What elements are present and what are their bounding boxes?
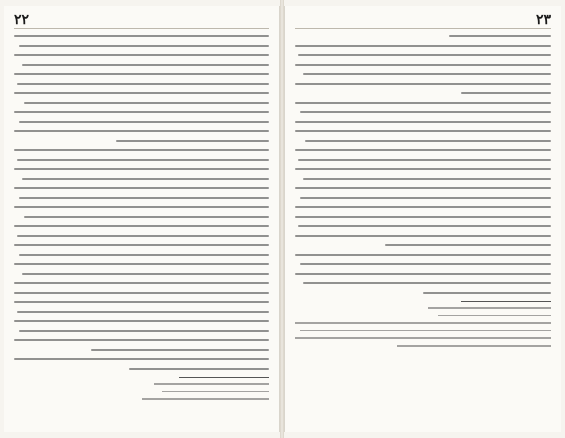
right-footnotes bbox=[295, 307, 551, 347]
left-page bbox=[4, 6, 280, 432]
left-page-header bbox=[14, 12, 269, 29]
right-page-number: ٢٣ bbox=[535, 12, 551, 28]
right-page-header bbox=[295, 12, 551, 29]
left-body-text bbox=[14, 35, 269, 370]
right-body-text bbox=[295, 35, 551, 294]
left-footnote-divider bbox=[179, 377, 269, 378]
left-footnotes bbox=[14, 383, 269, 400]
right-page bbox=[284, 6, 561, 432]
right-footnote-divider bbox=[461, 301, 551, 302]
left-page-number: ٢٢ bbox=[14, 12, 30, 28]
